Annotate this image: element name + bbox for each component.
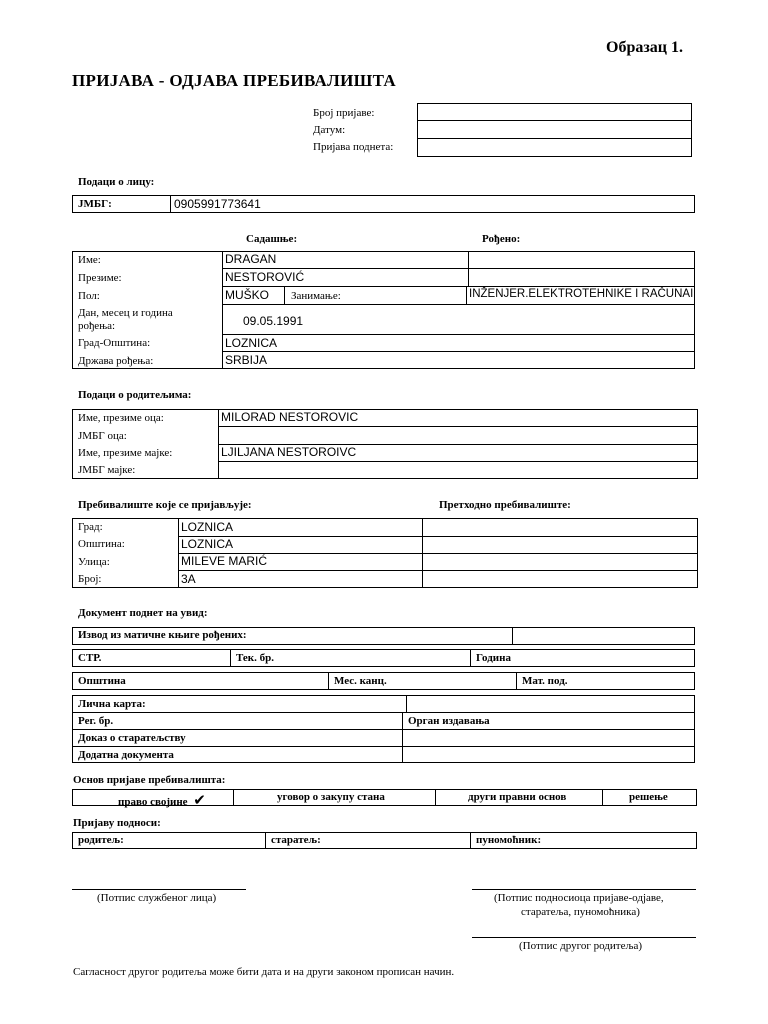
registration-submitted-label: Пријава поднета: [313,141,394,153]
jmbg-divider [170,195,171,213]
registration-submitted-field[interactable] [417,139,692,157]
person-section-title: Подаци о лицу: [78,176,155,188]
basis-decision-option[interactable]: решење [629,791,668,803]
jmbg-row [72,195,695,213]
checkmark-icon: ✔ [193,792,206,809]
father-name-label: Име, презиме оца: [78,412,164,424]
basis-divider [233,789,234,806]
mother-name-label: Име, презиме мајке: [78,447,173,459]
previous-residence-title: Претходно пребивалиште: [439,499,571,511]
residence-row-line [178,536,698,537]
basis-divider [602,789,603,806]
official-signature-line[interactable] [72,889,246,890]
applicant-signature-line[interactable] [472,889,696,890]
residence-city-value[interactable]: LOZNICA [181,520,234,534]
registration-date-field[interactable] [417,121,692,139]
basis-lease-option[interactable]: уговор о закупу стана [277,791,385,803]
birth-country-value[interactable]: SRBIJA [225,353,268,367]
parents-row-line [218,426,698,427]
reg-number-label: Рег. бр. [78,715,114,727]
id-card-divider [406,695,407,712]
sex-label: Пол: [78,290,100,302]
year-divider [470,649,471,667]
residence-street-label: Улица: [78,556,110,568]
mother-jmbg-label: ЈМБГ мајке: [78,464,136,476]
year-label: Година [476,652,511,664]
occupation-value-divider [466,286,467,304]
applicant-signature-caption-line1: (Потпис подносиоца пријаве-одјаве, [494,892,664,904]
other-parent-signature-caption: (Потпис другог родитеља) [519,940,643,952]
occupation-label: Занимање: [291,290,341,302]
issuing-body-label: Орган издавања [408,715,490,727]
first-name-value[interactable]: DRAGAN [225,252,277,266]
first-name-label: Име: [78,254,101,266]
person-row-line [222,334,695,335]
doc-municipality-label: Општина [78,675,126,687]
basis-other-option[interactable]: други правни основ [468,791,567,803]
jmbg-label: ЈМБГ: [78,198,112,210]
city-label: Град-Општина: [78,337,151,349]
id-card-label: Лична карта: [78,698,146,710]
id-row-line [72,746,695,747]
father-name-value[interactable]: MILORAD NESTOROVIC [221,410,359,424]
current-header: Садашње: [246,233,298,245]
birth-date-label-line2: рођења: [78,320,116,332]
registration-number-field[interactable] [417,103,692,121]
residence-number-value[interactable]: 3A [181,572,196,586]
birth-extract-label: Извод из матичне књиге рођених: [78,629,247,641]
person-row-line [222,351,695,352]
residence-municipality-label: Општина: [78,538,125,550]
registration-number-label: Број пријаве: [313,107,375,119]
page-label: СТР. [78,652,102,664]
office-divider [328,672,329,690]
residence-row-line [178,570,698,571]
parents-section-title: Подаци о родитељима: [78,389,192,401]
basis-ownership-label: право својине [118,796,188,808]
person-row-line [222,286,695,287]
submitter-divider [470,832,471,849]
id-row-line [72,712,695,713]
submitter-parent[interactable]: родитељ: [78,834,124,846]
birth-country-label: Држава рођења: [78,355,154,367]
birth-city-value[interactable]: LOZNICA [225,336,278,350]
issuing-body-divider [402,712,403,763]
sex-value[interactable]: MUŠKO [225,288,270,302]
last-name-value[interactable]: NESTOROVIĆ [225,270,305,284]
registry-office-label: Мес. канц. [334,675,387,687]
residence-number-label: Број: [78,573,102,585]
basis-divider [435,789,436,806]
basis-section-title: Основ пријаве пребивалишта: [73,774,226,786]
id-row-line [72,729,695,730]
footer-note: Сагласност другог родитеља може бити дата и на други законом прописан начин. [73,966,455,978]
residence-city-label: Град: [78,521,103,533]
registrar-label: Мат. под. [522,675,568,687]
submitter-row [72,832,697,849]
form-title: ПРИЈАВА - ОДЈАВА ПРЕБИВАЛИШТА [72,71,396,90]
parents-row-line [218,461,698,462]
mother-name-value[interactable]: LJILJANA NESTOROIVC [221,445,357,459]
page-ordinal-year-row [72,649,695,667]
ordinal-label: Тек. бр. [236,652,275,664]
official-signature-caption: (Потпис службеног лица) [97,892,217,904]
person-row-line [222,304,695,305]
documents-section-title: Документ поднет на увид: [78,607,208,619]
last-name-label: Презиме: [78,272,122,284]
residence-section-title: Пребивалиште које се пријављује: [78,499,252,511]
submitter-guardian[interactable]: старатељ: [271,834,321,846]
occupation-label-divider [284,286,285,304]
residence-municipality-value[interactable]: LOZNICA [181,537,234,551]
birth-date-value[interactable]: 09.05.1991 [243,314,304,328]
other-parent-signature-line[interactable] [472,937,696,938]
occupation-value[interactable]: INŽENJER.ELEKTROTEHNIKE I RAČUNAI [469,288,694,300]
submitter-section-title: Пријаву подноси: [73,817,161,829]
residence-street-value[interactable]: MILEVE MARIĆ [181,554,268,568]
registrar-divider [516,672,517,690]
guardianship-proof-label: Доказ о старатељству [78,732,186,744]
birth-extract-divider [512,627,513,645]
jmbg-value[interactable]: 0905991773641 [174,197,261,211]
person-row-line [222,268,695,269]
born-header: Рођено: [482,233,521,245]
form-number: Образац 1. [606,39,683,56]
birth-date-label-line1: Дан, месец и година [78,307,173,319]
ordinal-divider [230,649,231,667]
submitter-proxy[interactable]: пуномоћник: [476,834,542,846]
basis-ownership-option[interactable] [118,791,206,809]
submitter-divider [265,832,266,849]
father-jmbg-label: ЈМБГ оца: [78,430,127,442]
additional-documents-label: Додатна документа [78,749,174,761]
registration-date-label: Датум: [313,124,346,136]
applicant-signature-caption-line2: старатеља, пуномоћника) [521,906,640,918]
